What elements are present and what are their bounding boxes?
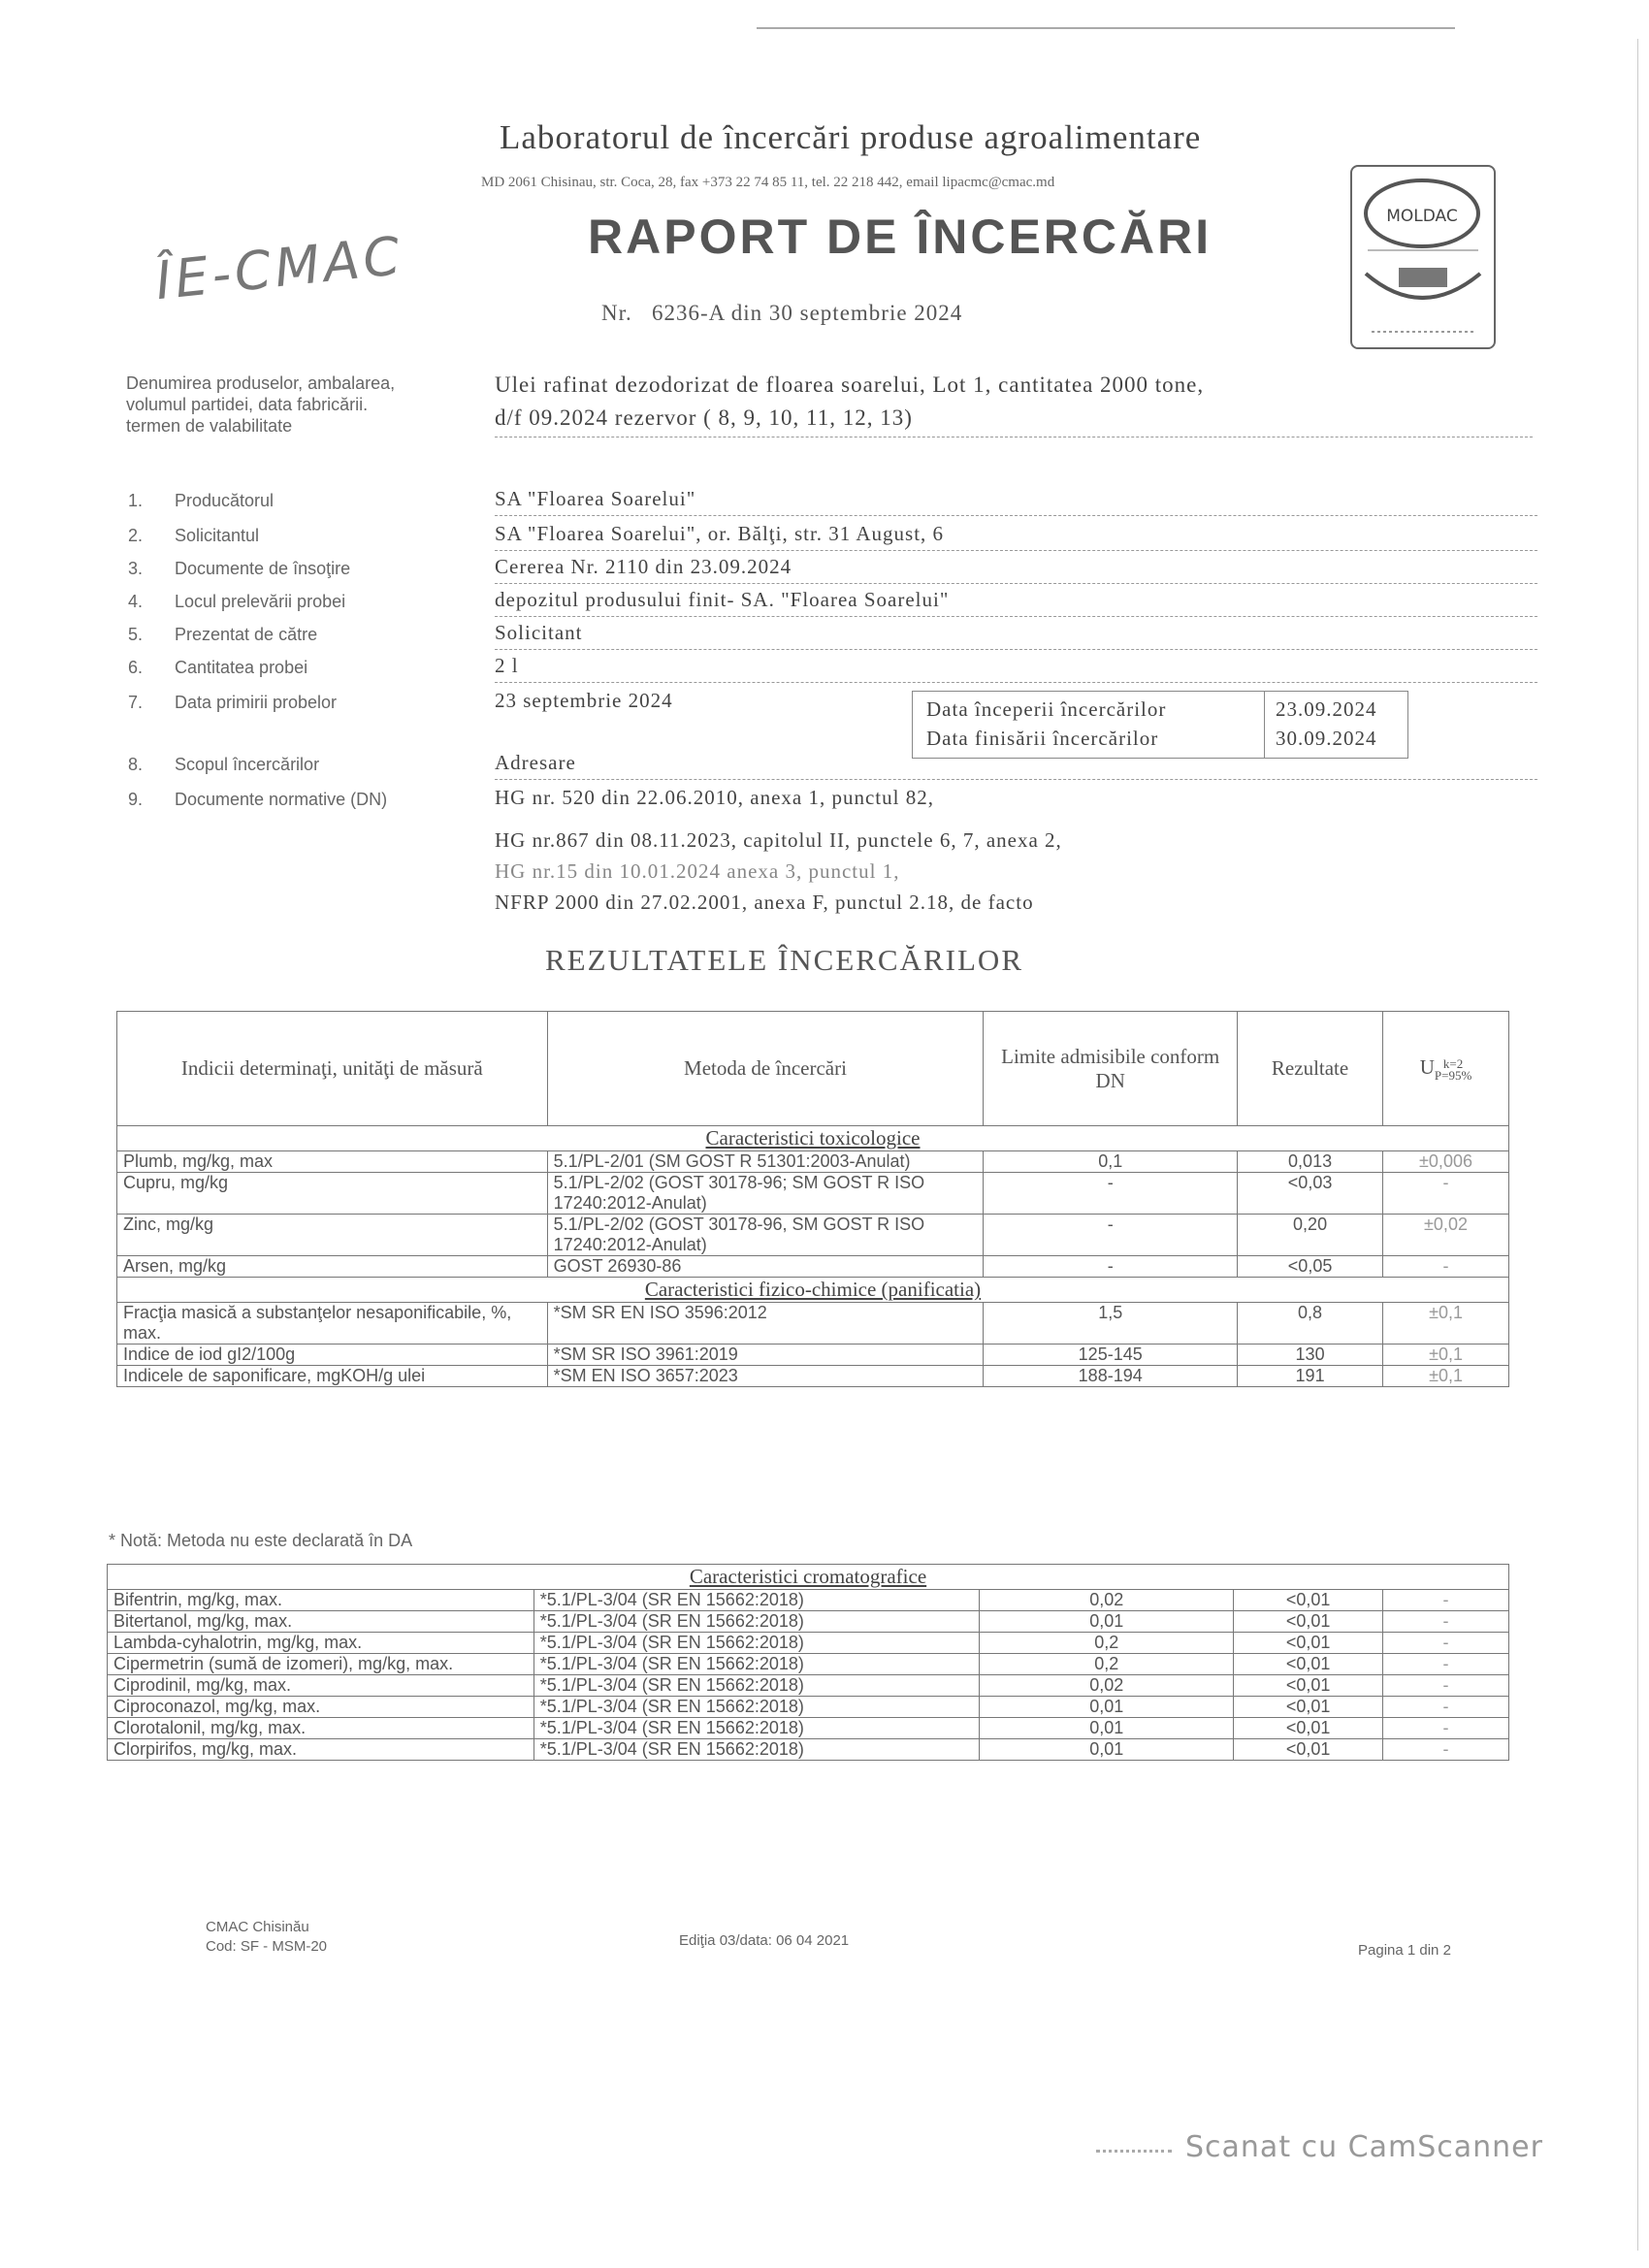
field-value: SA "Floarea Soarelui", or. Bălţi, str. 31 August, 6 [495, 522, 1537, 551]
field-label: Documente de însoţire [175, 559, 351, 578]
result-cell: <0,05 [1238, 1256, 1383, 1278]
indicator-cell: Clorotalonil, mg/kg, max. [108, 1718, 534, 1739]
limit-cell: 188-194 [984, 1366, 1238, 1387]
indicator-cell: Clorpirifos, mg/kg, max. [108, 1739, 534, 1761]
table-row [117, 1256, 1509, 1278]
result-cell: <0,01 [1234, 1718, 1383, 1739]
top-border-line [757, 27, 1455, 29]
uncertainty-cell: ±0,02 [1383, 1215, 1509, 1256]
table-row [108, 1633, 1509, 1654]
result-cell: 191 [1238, 1366, 1383, 1387]
method-cell: *5.1/PL-3/04 (SR EN 15662:2018) [534, 1654, 980, 1675]
results-table [116, 1011, 1509, 1387]
indicator-cell: Ciprodinil, mg/kg, max. [108, 1675, 534, 1697]
field-value: SA "Floarea Soarelui" [495, 487, 1537, 516]
indicator-cell: Zinc, mg/kg [117, 1215, 548, 1256]
method-cell: *5.1/PL-3/04 (SR EN 15662:2018) [534, 1718, 980, 1739]
uncertainty-cell: ±0,1 [1383, 1303, 1509, 1345]
uncertainty-cell: - [1383, 1718, 1509, 1739]
category-physicochemical: Caracteristici fizico-chimice (panificatia) [117, 1278, 1509, 1303]
indicator-cell: Plumb, mg/kg, max [117, 1151, 548, 1173]
dn-line-3: HG nr.15 din 10.01.2024 anexa 3, punctul 1, [495, 859, 900, 883]
method-cell: 5.1/PL-2/02 (GOST 30178-96; SM GOST R ISO 17240:2012-Anulat) [547, 1173, 984, 1215]
result-cell: <0,01 [1234, 1611, 1383, 1633]
col-header-results: Rezultate [1238, 1012, 1383, 1126]
limit-cell: 125-145 [984, 1345, 1238, 1366]
indicator-cell: Lambda-cyhalotrin, mg/kg, max. [108, 1633, 534, 1654]
category-chromatographic: Caracteristici cromatografice [108, 1565, 1509, 1590]
uncertainty-cell: - [1383, 1654, 1509, 1675]
table-row [117, 1151, 1509, 1173]
dates-divider [1264, 692, 1265, 758]
col-header-method: Metoda de încercări [547, 1012, 984, 1126]
table-row [117, 1345, 1509, 1366]
indicator-cell: Cupru, mg/kg [117, 1173, 548, 1215]
end-date-value: 30.09.2024 [1276, 727, 1377, 750]
indicator-cell: Bifentrin, mg/kg, max. [108, 1590, 534, 1611]
uncertainty-cell: - [1383, 1739, 1509, 1761]
limit-cell: 0,01 [980, 1718, 1234, 1739]
result-cell: 0,8 [1238, 1303, 1383, 1345]
limit-cell: 0,2 [980, 1633, 1234, 1654]
physicochemical-rows [117, 1303, 1509, 1387]
field-number: 1. [128, 491, 144, 510]
table-row [108, 1697, 1509, 1718]
field-number: 9. [128, 790, 144, 809]
results-header-row [117, 1012, 1509, 1126]
stamp-text: MOLDAC [1386, 207, 1458, 226]
category-toxicological: Caracteristici toxicologice [117, 1126, 1509, 1151]
uncertainty-cell: - [1383, 1697, 1509, 1718]
uncertainty-cell: - [1383, 1633, 1509, 1654]
table-row [117, 1366, 1509, 1387]
field-label: Prezentat de către [175, 625, 318, 644]
report-number: Nr. 6236-A din 30 septembrie 2024 [601, 301, 963, 325]
limit-cell: 0,2 [980, 1654, 1234, 1675]
field-number: 5. [128, 625, 144, 644]
limit-cell: - [984, 1256, 1238, 1278]
result-cell: 0,20 [1238, 1215, 1383, 1256]
field-value: HG nr. 520 din 22.06.2010, anexa 1, punctul 82, [495, 786, 934, 809]
limit-cell: 0,01 [980, 1611, 1234, 1633]
result-cell: <0,01 [1234, 1697, 1383, 1718]
footer-page: Pagina 1 din 2 [1358, 1942, 1451, 1959]
dn-line-4: NFRP 2000 din 27.02.2001, anexa F, punctul 2.18, de facto [495, 891, 1034, 914]
limit-cell: 0,01 [980, 1739, 1234, 1761]
col-header-indicator: Indicii determinaţi, unităţi de măsură [117, 1012, 548, 1126]
field-label: Producătorul [175, 491, 275, 510]
toxicological-rows [117, 1151, 1509, 1278]
result-cell: 0,013 [1238, 1151, 1383, 1173]
method-cell: *5.1/PL-3/04 (SR EN 15662:2018) [534, 1633, 980, 1654]
field-value: Adresare [495, 751, 1537, 780]
uncertainty-cell: ±0,1 [1383, 1345, 1509, 1366]
dates-box [912, 691, 1408, 759]
result-cell: <0,03 [1238, 1173, 1383, 1215]
result-cell: <0,01 [1234, 1590, 1383, 1611]
method-cell: *5.1/PL-3/04 (SR EN 15662:2018) [534, 1611, 980, 1633]
field-label: Data primirii probelor [175, 693, 338, 712]
table-row [108, 1611, 1509, 1633]
accreditation-logo [1350, 165, 1496, 349]
footer-edition: Ediţia 03/data: 06 04 2021 [679, 1932, 850, 1949]
product-value-line2: d/f 09.2024 rezervor ( 8, 9, 10, 11, 12, 13) [495, 405, 1533, 437]
u-superscript: k=2 [1442, 1055, 1464, 1071]
field-number: 3. [128, 559, 144, 578]
indicator-cell: Cipermetrin (sumă de izomeri), mg/kg, max. [108, 1654, 534, 1675]
field-label: Solicitantul [175, 526, 260, 545]
field-value: Solicitant [495, 621, 1537, 650]
indicator-cell: Fracţia masică a substanţelor nesaponificabile, %, max. [117, 1303, 548, 1345]
dn-line-2: HG nr.867 din 08.11.2023, capitolul II, punctele 6, 7, anexa 2, [495, 828, 1062, 852]
uncertainty-cell: - [1383, 1611, 1509, 1633]
uncertainty-cell: - [1383, 1256, 1509, 1278]
table-row [117, 1173, 1509, 1215]
start-date-label: Data începerii încercărilor [926, 697, 1167, 721]
col-header-uncertainty: U k=2 P=95% [1383, 1012, 1509, 1126]
method-cell: *5.1/PL-3/04 (SR EN 15662:2018) [534, 1739, 980, 1761]
field-value: depozitul produsului finit- SA. "Floarea Soarelui" [495, 588, 1537, 617]
limit-cell: - [984, 1173, 1238, 1215]
method-cell: *SM SR ISO 3961:2019 [547, 1345, 984, 1366]
result-cell: <0,01 [1234, 1675, 1383, 1697]
method-cell: *SM SR EN ISO 3596:2012 [547, 1303, 984, 1345]
field-label: Cantitatea probei [175, 658, 308, 677]
table-row [108, 1718, 1509, 1739]
start-date-value: 23.09.2024 [1276, 697, 1377, 721]
product-value-line1: Ulei rafinat dezodorizat de floarea soarelui, Lot 1, cantitatea 2000 tone, [495, 373, 1205, 397]
limit-cell: 0,02 [980, 1675, 1234, 1697]
camscanner-logo-icon [1096, 2136, 1172, 2153]
handwritten-mark: ÎE-CMAC [152, 224, 407, 312]
col-header-limits: Limite admisibile conform DN [984, 1012, 1238, 1126]
field-number: 4. [128, 592, 144, 611]
lab-name: Laboratorul de încercări produse agroalimentare [500, 118, 1202, 156]
right-border-line [1637, 39, 1638, 2251]
chromatographic-rows [108, 1590, 1509, 1761]
field-label: Locul prelevării probei [175, 592, 346, 611]
product-label: Denumirea produselor, ambalarea, volumul partidei, data fabricării. termen de valabilitate [126, 373, 396, 436]
result-cell: <0,01 [1234, 1739, 1383, 1761]
field-value: Cererea Nr. 2110 din 23.09.2024 [495, 555, 1537, 584]
footer-code: Cod: SF - MSM-20 [206, 1938, 328, 1955]
indicator-cell: Indicele de saponificare, mgKOH/g ulei [117, 1366, 548, 1387]
method-cell: *5.1/PL-3/04 (SR EN 15662:2018) [534, 1590, 980, 1611]
method-cell: *5.1/PL-3/04 (SR EN 15662:2018) [534, 1697, 980, 1718]
method-cell: *5.1/PL-3/04 (SR EN 15662:2018) [534, 1675, 980, 1697]
uncertainty-cell: ±0,1 [1383, 1366, 1509, 1387]
method-note: * Notă: Metoda nu este declarată în DA [109, 1531, 413, 1550]
result-cell: <0,01 [1234, 1654, 1383, 1675]
limit-cell: 1,5 [984, 1303, 1238, 1345]
indicator-cell: Ciproconazol, mg/kg, max. [108, 1697, 534, 1718]
field-value: 23 septembrie 2024 [495, 689, 673, 712]
table-row [117, 1215, 1509, 1256]
method-cell: 5.1/PL-2/01 (SM GOST R 51301:2003-Anulat) [547, 1151, 984, 1173]
uncertainty-cell: ±0,006 [1383, 1151, 1509, 1173]
indicator-cell: Bitertanol, mg/kg, max. [108, 1611, 534, 1633]
u-subscript: P=95% [1434, 1067, 1472, 1083]
limit-cell: 0,02 [980, 1590, 1234, 1611]
field-number: 7. [128, 693, 144, 712]
footer-org: CMAC Chisinău [206, 1919, 309, 1935]
field-value: 2 l [495, 654, 1537, 683]
end-date-label: Data finisării încercărilor [926, 727, 1159, 750]
limit-cell: 0,1 [984, 1151, 1238, 1173]
limit-cell: - [984, 1215, 1238, 1256]
table-row [108, 1739, 1509, 1761]
field-number: 8. [128, 755, 144, 774]
limit-cell: 0,01 [980, 1697, 1234, 1718]
moldac-seal-icon [1352, 167, 1494, 347]
report-title: RAPORT DE ÎNCERCĂRI [588, 210, 1212, 264]
table-row [108, 1654, 1509, 1675]
method-cell: 5.1/PL-2/02 (GOST 30178-96, SM GOST R ISO 17240:2012-Anulat) [547, 1215, 984, 1256]
table-row [117, 1303, 1509, 1345]
table-row [108, 1675, 1509, 1697]
results-title: REZULTATELE ÎNCERCĂRILOR [545, 943, 1023, 977]
indicator-cell: Indice de iod gI2/100g [117, 1345, 548, 1366]
table-row [108, 1590, 1509, 1611]
uncertainty-cell: - [1383, 1590, 1509, 1611]
method-cell: *SM EN ISO 3657:2023 [547, 1366, 984, 1387]
field-label: Scopul încercărilor [175, 755, 320, 774]
lab-address: MD 2061 Chisinau, str. Coca, 28, fax +373 22 74 85 11, tel. 22 218 442, email lipacmc@cmac.md [481, 175, 1055, 190]
result-cell: <0,01 [1234, 1633, 1383, 1654]
indicator-cell: Arsen, mg/kg [117, 1256, 548, 1278]
uncertainty-cell: - [1383, 1173, 1509, 1215]
field-number: 6. [128, 658, 144, 677]
uncertainty-cell: - [1383, 1675, 1509, 1697]
field-label: Documente normative (DN) [175, 790, 388, 809]
chromatographic-table [107, 1564, 1509, 1761]
field-number: 2. [128, 526, 144, 545]
result-cell: 130 [1238, 1345, 1383, 1366]
method-cell: GOST 26930-86 [547, 1256, 984, 1278]
scanner-watermark: Scanat cu CamScanner [1185, 2130, 1543, 2164]
